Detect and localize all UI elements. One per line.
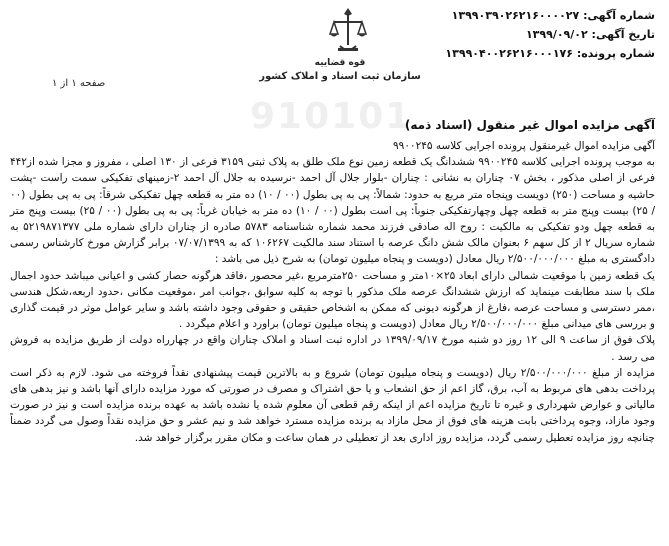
paragraph-terms: مزایده از مبلغ ۲/۵۰۰/۰۰۰/۰۰۰ ریال (دویست و پنجاه میلیون تومان) شروع و به بالاترین قیمت پیشنهادی نقداً فروخته می شود. لازم به ذکر است پرداخت بدهی های مربوط به آب، برق، گاز اعم از حق انشعاب و یا حق اشتراک و مصرف در صورتی که مورد مزایده دارای آنها باشد و نیز بدهی های مالیاتی و عوارض شهرداری و غیره تا تاریخ مزایده اعم از اینکه رقم قطعی آن معلوم شده یا نشده باشد به عهده برنده مزایده است و نیز در صورت وجود مازاد، وجوه پرداختی بابت هزینه های فوق از محل مازاد به برنده مزایده مسترد خواهد شد و نیم عشر و حق مزایده نقداً وصول می گردد ضمناً چنانچه روز مزایده تعطیل رسمی گردد، مزایده روز اداری بعد از تعطیلی در همان ساعت و مکان مقرر برگزار خواهد شد. — [10, 366, 655, 444]
notice-title: آگهی مزایده اموال غیر منقول (اسناد ذمه) — [404, 118, 655, 132]
org-name — [240, 58, 440, 82]
notice-meta — [445, 6, 655, 63]
watermark: 910101 — [250, 96, 413, 137]
paragraph-valuation: یک قطعه زمین با موقعیت شمالی دارای ابعاد ۲۵×۱۰متر و مساحت ۲۵۰مترمربع ،غیر محصور ،فاقد هرگونه حصار کشی و اعیانی میباشد حدود اجمال ملک با سند مطابقت مینماید که ارزش ششدانگ عرصه ملک مذکور با توجه به کلیه سوابق ،جوانب امر ،موقعیت مکانی ،حدود اربعه،شکل هندسی ،ممر دسترسی و مساحت عرصه ،فارغ از هرگونه دیونی که ممکن به اشخاص حقیقی و حقوقی وجود داشته باشد و سایر عوامل موثر در قیمت گذاری و بررسی های میدانی مبلغ ۲/۵۰۰/۰۰۰/۰۰۰ ریال معادل (دویست و پنجاه میلیون تومان) براورد و اعلام میگردد . — [10, 269, 655, 331]
page-number: صفحه ۱ از ۱ — [52, 78, 106, 89]
notice-date: تاریخ آگهی: ۱۳۹۹/۰۹/۰۲ — [525, 28, 655, 41]
judiciary-label: قوه قضاییه — [314, 58, 366, 68]
paragraph-property-description: به موجب پرونده اجرایی کلاسه ۹۹۰۰۲۴۵ ششدانگ یک قطعه زمین نوع ملک طلق به پلاک ثبتی ۳۱۵۹ فرعی از ۱۳۰ اصلی ، مفروز و مجزا شده از۴۴۲ فرعی از اصلی مذکور ، بخش ۰۷ چناران به نشانی : چناران -بلوار جلال آل احمد -نرسیده به جلال آل احمد ۲-زمینهای تفکیکی سمت راست -پشت حاشیه و مساحت (۲۵۰) دویست وپنجاه متر مربع به حدود: شمالاً: پی به پی بطول (۰۰ / ۱۰) ده متر به قطعه چهل تفکیکی شرقاً: پی به پی بطول (۰۰ / ۲۵) بیست وپنج متر به قطعه چهل وچهارتفکیکی جنوباً: پی است بطول (۰۰ / ۱۰) ده متر به خیابان غرباً: پی به پی بطول (۰۰ / ۲۵) بیست وپنج متر به قطعه چهل ودو تفکیکی به مالکیت : روح اله صادقی فرزند محمد شماره شناسنامه ۵۷۸۳ صادره از چناران دارای شماره ملی ۵۲۱۹۸۷۱۳۷۷ به شماره سریال ۲ از کل سهم ۶ بعنوان مالک شش دانگ عرصه با استناد سند مالکیت ۱۰۶۲۶۷ که به ۰۷/۰۷/۱۳۹۹ برابر گزارش مورخ کارشناس رسمی دادگستری به مبلغ ۲/۵۰۰/۰۰۰/۰۰۰ ریال معادل (دویست و پنجاه میلیون تومان) به شرح ذیل می باشد : — [10, 156, 656, 266]
notice-body — [10, 138, 655, 446]
paragraph-file-class: آگهی مزایده اموال غیرمنقول پرونده اجرایی کلاسه ۹۹۰۰۲۴۵ — [393, 140, 655, 152]
judiciary-emblem-icon — [326, 4, 370, 60]
notice-number: شماره آگهی: ۱۳۹۹۰۳۹۰۲۶۲۱۶۰۰۰۰۲۷ — [451, 9, 655, 22]
registration-org-label: سازمان ثبت اسناد و املاک کشور — [259, 71, 421, 82]
file-number: شماره پرونده: ۱۳۹۹۰۴۰۰۲۶۲۱۶۰۰۰۱۷۶ — [445, 47, 655, 60]
paragraph-auction-time: پلاک فوق از ساعت ۹ الی ۱۲ روز دو شنبه مورخ ۱۳۹۹/۰۹/۱۷ در اداره ثبت اسناد و املاک چناران واقع در چهارراه دولت از طریق مزایده به فروش می رسد . — [10, 334, 656, 363]
